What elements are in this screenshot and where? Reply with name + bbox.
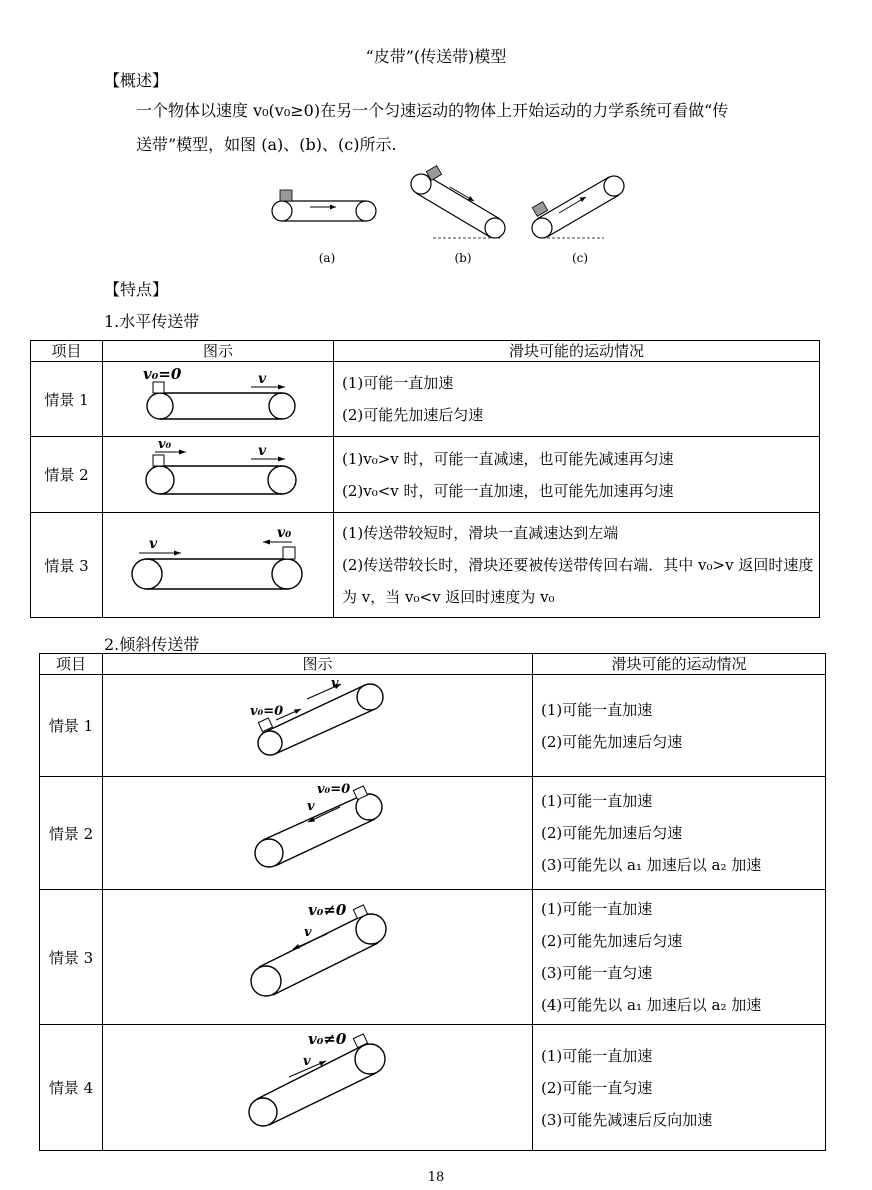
motion-description — [334, 362, 820, 437]
scenario-label: 情景 3 — [31, 513, 103, 618]
v-label: v — [307, 799, 315, 814]
motion-description — [334, 513, 820, 618]
scenario-label: 情景 4 — [40, 1025, 103, 1151]
motion-description — [533, 890, 826, 1025]
v-label: v — [149, 536, 158, 552]
scenario-diagram — [103, 675, 533, 777]
motion-description — [533, 1025, 826, 1151]
motion-line: (1)可能一直加速 — [541, 1046, 653, 1065]
header-motion: 滑块可能的运动情况 — [533, 654, 826, 675]
scenario-diagram — [103, 513, 334, 618]
figure-b-inclined-belt-down — [411, 166, 505, 238]
v0-label: v₀≠0 — [308, 1030, 347, 1048]
overview-line-1: 一个物体以速度 v₀(v₀≥0)在另一个匀速运动的物体上开始运动的力学系统可看做“传 — [136, 101, 729, 120]
overview-line-2: 送带”模型，如图 (a)、(b)、(c)所示. — [136, 135, 397, 154]
belt-diagram — [103, 513, 334, 613]
horizontal-belt-table — [30, 340, 820, 618]
motion-description — [533, 675, 826, 777]
overview-heading: 【概述】 — [104, 71, 169, 90]
v-label: v — [258, 443, 267, 459]
scenario-label: 情景 1 — [31, 362, 103, 437]
scenario-label: 情景 2 — [31, 437, 103, 513]
table-row — [31, 362, 820, 437]
table-row — [40, 1025, 826, 1151]
figure-a-label: (a) — [318, 251, 336, 265]
v0-label: v₀=0 — [143, 365, 182, 383]
page-number: 18 — [427, 1170, 445, 1185]
table-header-row — [31, 341, 820, 362]
v0-label: v₀=0 — [317, 782, 351, 797]
page-title: “皮带”(传送带)模型 — [365, 47, 507, 66]
scenario-diagram — [103, 362, 334, 437]
motion-line: (2)可能先加速后匀速 — [541, 824, 683, 842]
scenario-diagram — [103, 437, 334, 513]
motion-line: (2)可能一直匀速 — [541, 1078, 653, 1097]
v-label: v — [303, 1054, 311, 1069]
table-header-row — [40, 654, 826, 675]
motion-line: (1)可能一直加速 — [342, 374, 454, 392]
motion-line: (1)可能一直加速 — [541, 792, 653, 810]
header-item: 项目 — [31, 341, 103, 362]
scenario-label: 情景 1 — [40, 675, 103, 777]
figure-c-inclined-belt-up — [532, 176, 624, 238]
motion-line: (3)可能先以 a₁ 加速后以 a₂ 加速 — [541, 856, 762, 874]
v-label: v — [304, 925, 312, 940]
v0-label: v₀ — [277, 525, 292, 541]
motion-line: (2)可能先加速后匀速 — [541, 932, 683, 950]
motion-line: (2)可能先加速后匀速 — [342, 406, 484, 424]
table-row — [40, 675, 826, 777]
motion-line: (2)可能先加速后匀速 — [541, 732, 683, 751]
header-diagram: 图示 — [103, 654, 533, 675]
inclined-belt-diagram — [103, 777, 533, 885]
figure-c-label: (c) — [571, 251, 589, 265]
v-label: v — [331, 676, 339, 691]
motion-line: (3)可能一直匀速 — [541, 964, 653, 982]
table-row — [31, 513, 820, 618]
motion-line: (1)可能一直加速 — [541, 900, 653, 918]
horizontal-heading: 1.水平传送带 — [104, 312, 200, 331]
v-label: v — [258, 371, 267, 387]
overview-figures — [260, 160, 640, 270]
inclined-belt-diagram — [103, 675, 533, 772]
table-row — [40, 777, 826, 890]
v0-label: v₀≠0 — [308, 901, 347, 919]
figure-b-label: (b) — [454, 251, 472, 265]
motion-description — [334, 437, 820, 513]
header-motion: 滑块可能的运动情况 — [334, 341, 820, 362]
scenario-diagram — [103, 777, 533, 890]
scenario-label: 情景 3 — [40, 890, 103, 1025]
inclined-belt-diagram — [103, 1025, 533, 1146]
header-diagram: 图示 — [103, 341, 334, 362]
scenario-diagram — [103, 1025, 533, 1151]
v0-label: v₀=0 — [250, 704, 284, 719]
motion-description — [533, 777, 826, 890]
inclined-heading: 2.倾斜传送带 — [104, 635, 200, 654]
motion-line: (3)可能先减速后反向加速 — [541, 1110, 713, 1129]
motion-line: (2)传送带较长时，滑块还要被传送带传回右端．其中 v₀>v 返回时速度为 v，当 v₀<v 返回时速度为 v₀ — [342, 556, 814, 606]
overview-paragraph — [136, 94, 776, 162]
features-heading: 【特点】 — [104, 280, 169, 299]
v0-label: v₀ — [158, 437, 172, 452]
motion-line: (1)v₀>v 时，可能一直减速，也可能先减速再匀速 — [342, 449, 674, 468]
motion-line: (1)可能一直加速 — [541, 700, 653, 719]
motion-line: (1)传送带较短时，滑块一直减速达到左端 — [342, 524, 619, 542]
table-row — [31, 437, 820, 513]
inclined-belt-table — [39, 653, 826, 1151]
header-item: 项目 — [40, 654, 103, 675]
motion-line: (2)v₀<v 时，可能一直加速，也可能先加速再匀速 — [342, 481, 674, 500]
belt-diagram — [103, 362, 334, 432]
scenario-diagram — [103, 890, 533, 1025]
scenario-label: 情景 2 — [40, 777, 103, 890]
figure-a-horizontal-belt — [272, 190, 376, 221]
table-row — [40, 890, 826, 1025]
inclined-belt-diagram — [103, 890, 533, 1020]
belt-diagram — [103, 437, 334, 508]
motion-line: (4)可能先以 a₁ 加速后以 a₂ 加速 — [541, 996, 762, 1014]
